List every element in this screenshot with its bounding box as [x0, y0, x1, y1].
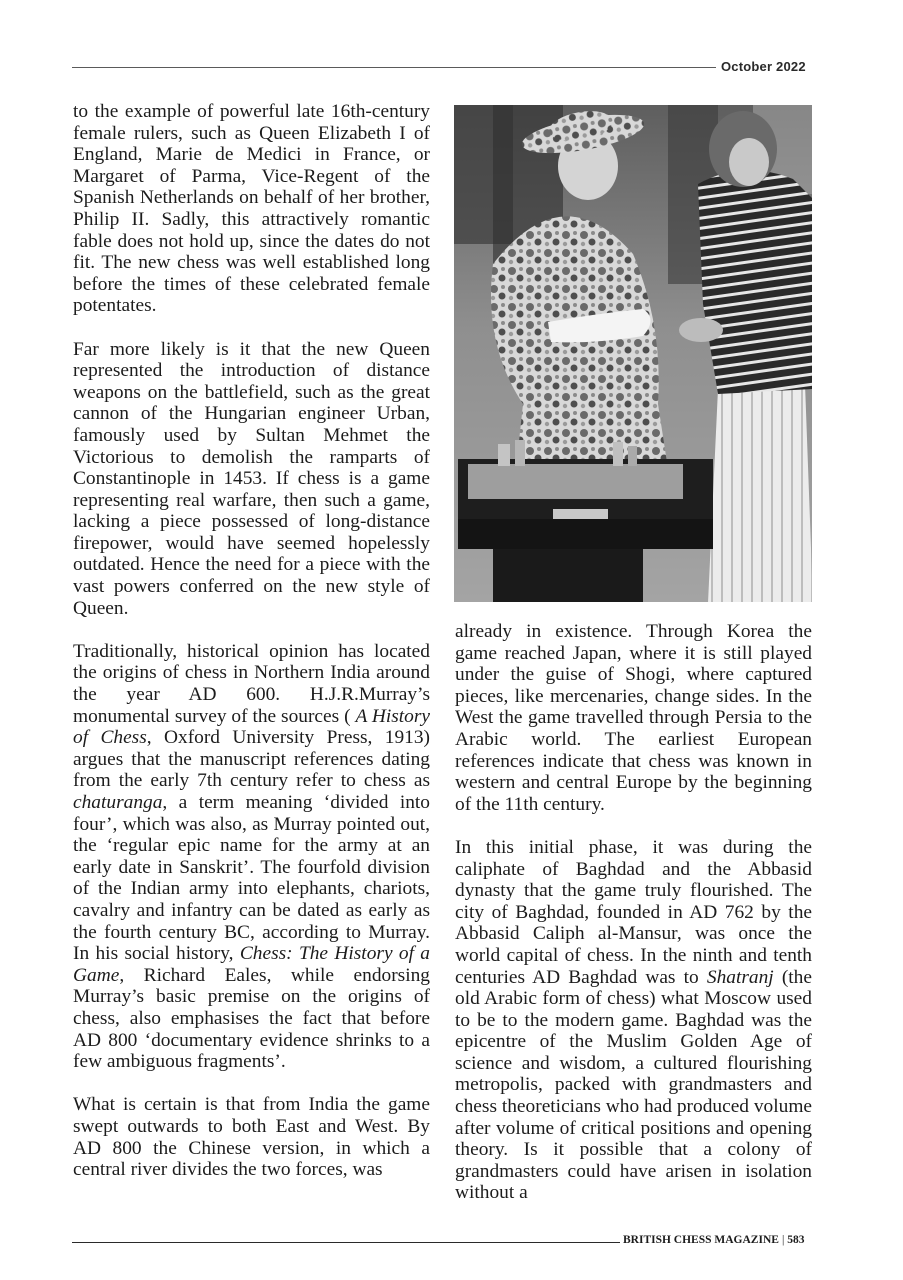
publication-name: BRITISH CHESS MAGAZINE [623, 1234, 779, 1246]
text-run: , a term meaning ‘divided into four’, which was also, as Murray pointed out, the ‘regular epic name for the army at an early date in Sanskrit’. The fourfold division of the Indian army into elephants, chariots, cavalry and infantry can be dated as early as the fourth century BC, according to Murray. In his social history, [73, 792, 430, 965]
paragraph: Far more likely is it that the new Queen represented the introduction of distance weapons on the battlefield, such as the great cannon of the Hungarian engineer Urban, famously used by Sultan Mehmet the Victorious to demolish the ramparts of Constantinople in 1453. If chess is a game representing real warfare, then such a game, lacking a piece possessed of long-distance firepower, would have seemed hopelessly outdated. Hence the need for a piece with the vast powers conferred on the new style of Queen. [73, 338, 430, 619]
book-title-chess-history-of-a-game: Chess: The History of a Game [73, 943, 431, 986]
text-run: (the old Arabic form of chess) what Moscow used to be to the modern game. Baghdad was the epicentre of the Muslim Golden Age of science and wisdom, a cultured flourishing metropolis, packed with grandmasters and chess theoreticians who had produced volume after volume of critical positions and opening theory. Is it possible that a colony of grandmasters could have arisen in isolation without a [455, 966, 813, 1204]
header-divider [72, 67, 716, 68]
page-footer [623, 1234, 805, 1246]
text-run: , Oxford University Press, 1913) argues that the manuscript references dating from the early 7th century refer to chess as [73, 727, 430, 792]
photo-icon [453, 104, 813, 603]
book-title-a-history-of-chess: A History of Chess [73, 705, 430, 749]
paragraph: to the example of powerful late 16th-century female rulers, such as Queen Elizabeth I of England, Marie de Medici in France, or Margaret of Parma, Vice-Regent of the Spanish Netherlands on behalf of her brother, Philip II. Sadly, this attractively romantic fable does not hold up, since the dates do not fit. The new chess was well established long before the times of these celebrated female potentates. [73, 101, 430, 317]
term-chaturanga: chaturanga [73, 792, 163, 813]
term-shatranj: Shatranj [706, 966, 774, 988]
paragraph: already in existence. Through Korea the game reached Japan, where it is still played under the guise of Shogi, where captured pieces, like mercenaries, change sides. In the West the game travelled through Persia to the Arabic world. The earliest European references indicate that chess was known in western and central Europe by the beginning of the 11th century. [455, 621, 812, 815]
paragraph: What is certain is that from India the game swept outwards to both East and West. By AD 800 the Chinese version, in which a central river divides the two forces, was [73, 1094, 430, 1181]
right-text-column [455, 621, 812, 1204]
issue-date: October 2022 [721, 59, 806, 74]
paragraph [455, 837, 812, 1204]
page-number: 583 [787, 1234, 805, 1246]
text-run: , Richard Eales, while endorsing Murray’s basic premise on the origins of chess, also emphasises the fact that before AD 800 ‘documentary evidence shrinks to a few ambiguous fragments’. [73, 964, 430, 1073]
left-text-column [73, 101, 430, 1181]
paragraph [73, 641, 430, 1073]
article-photo [453, 104, 813, 603]
footer-separator: | [781, 1234, 785, 1246]
footer-divider [72, 1242, 620, 1243]
text-run: In this initial phase, it was during the caliphate of Baghdad and the Abbasid dynasty that the game truly flourished. The city of Baghdad, founded in AD 762 by the Abbasid Caliph al-Mansur, was once the world capital of chess. In the ninth and tenth centuries AD Baghdad was to [455, 836, 812, 988]
text-run: Traditionally, historical opinion has located the origins of chess in Northern India around the year AD 600. H.J.R.Murray’s monumental survey of the sources ( [73, 640, 430, 727]
